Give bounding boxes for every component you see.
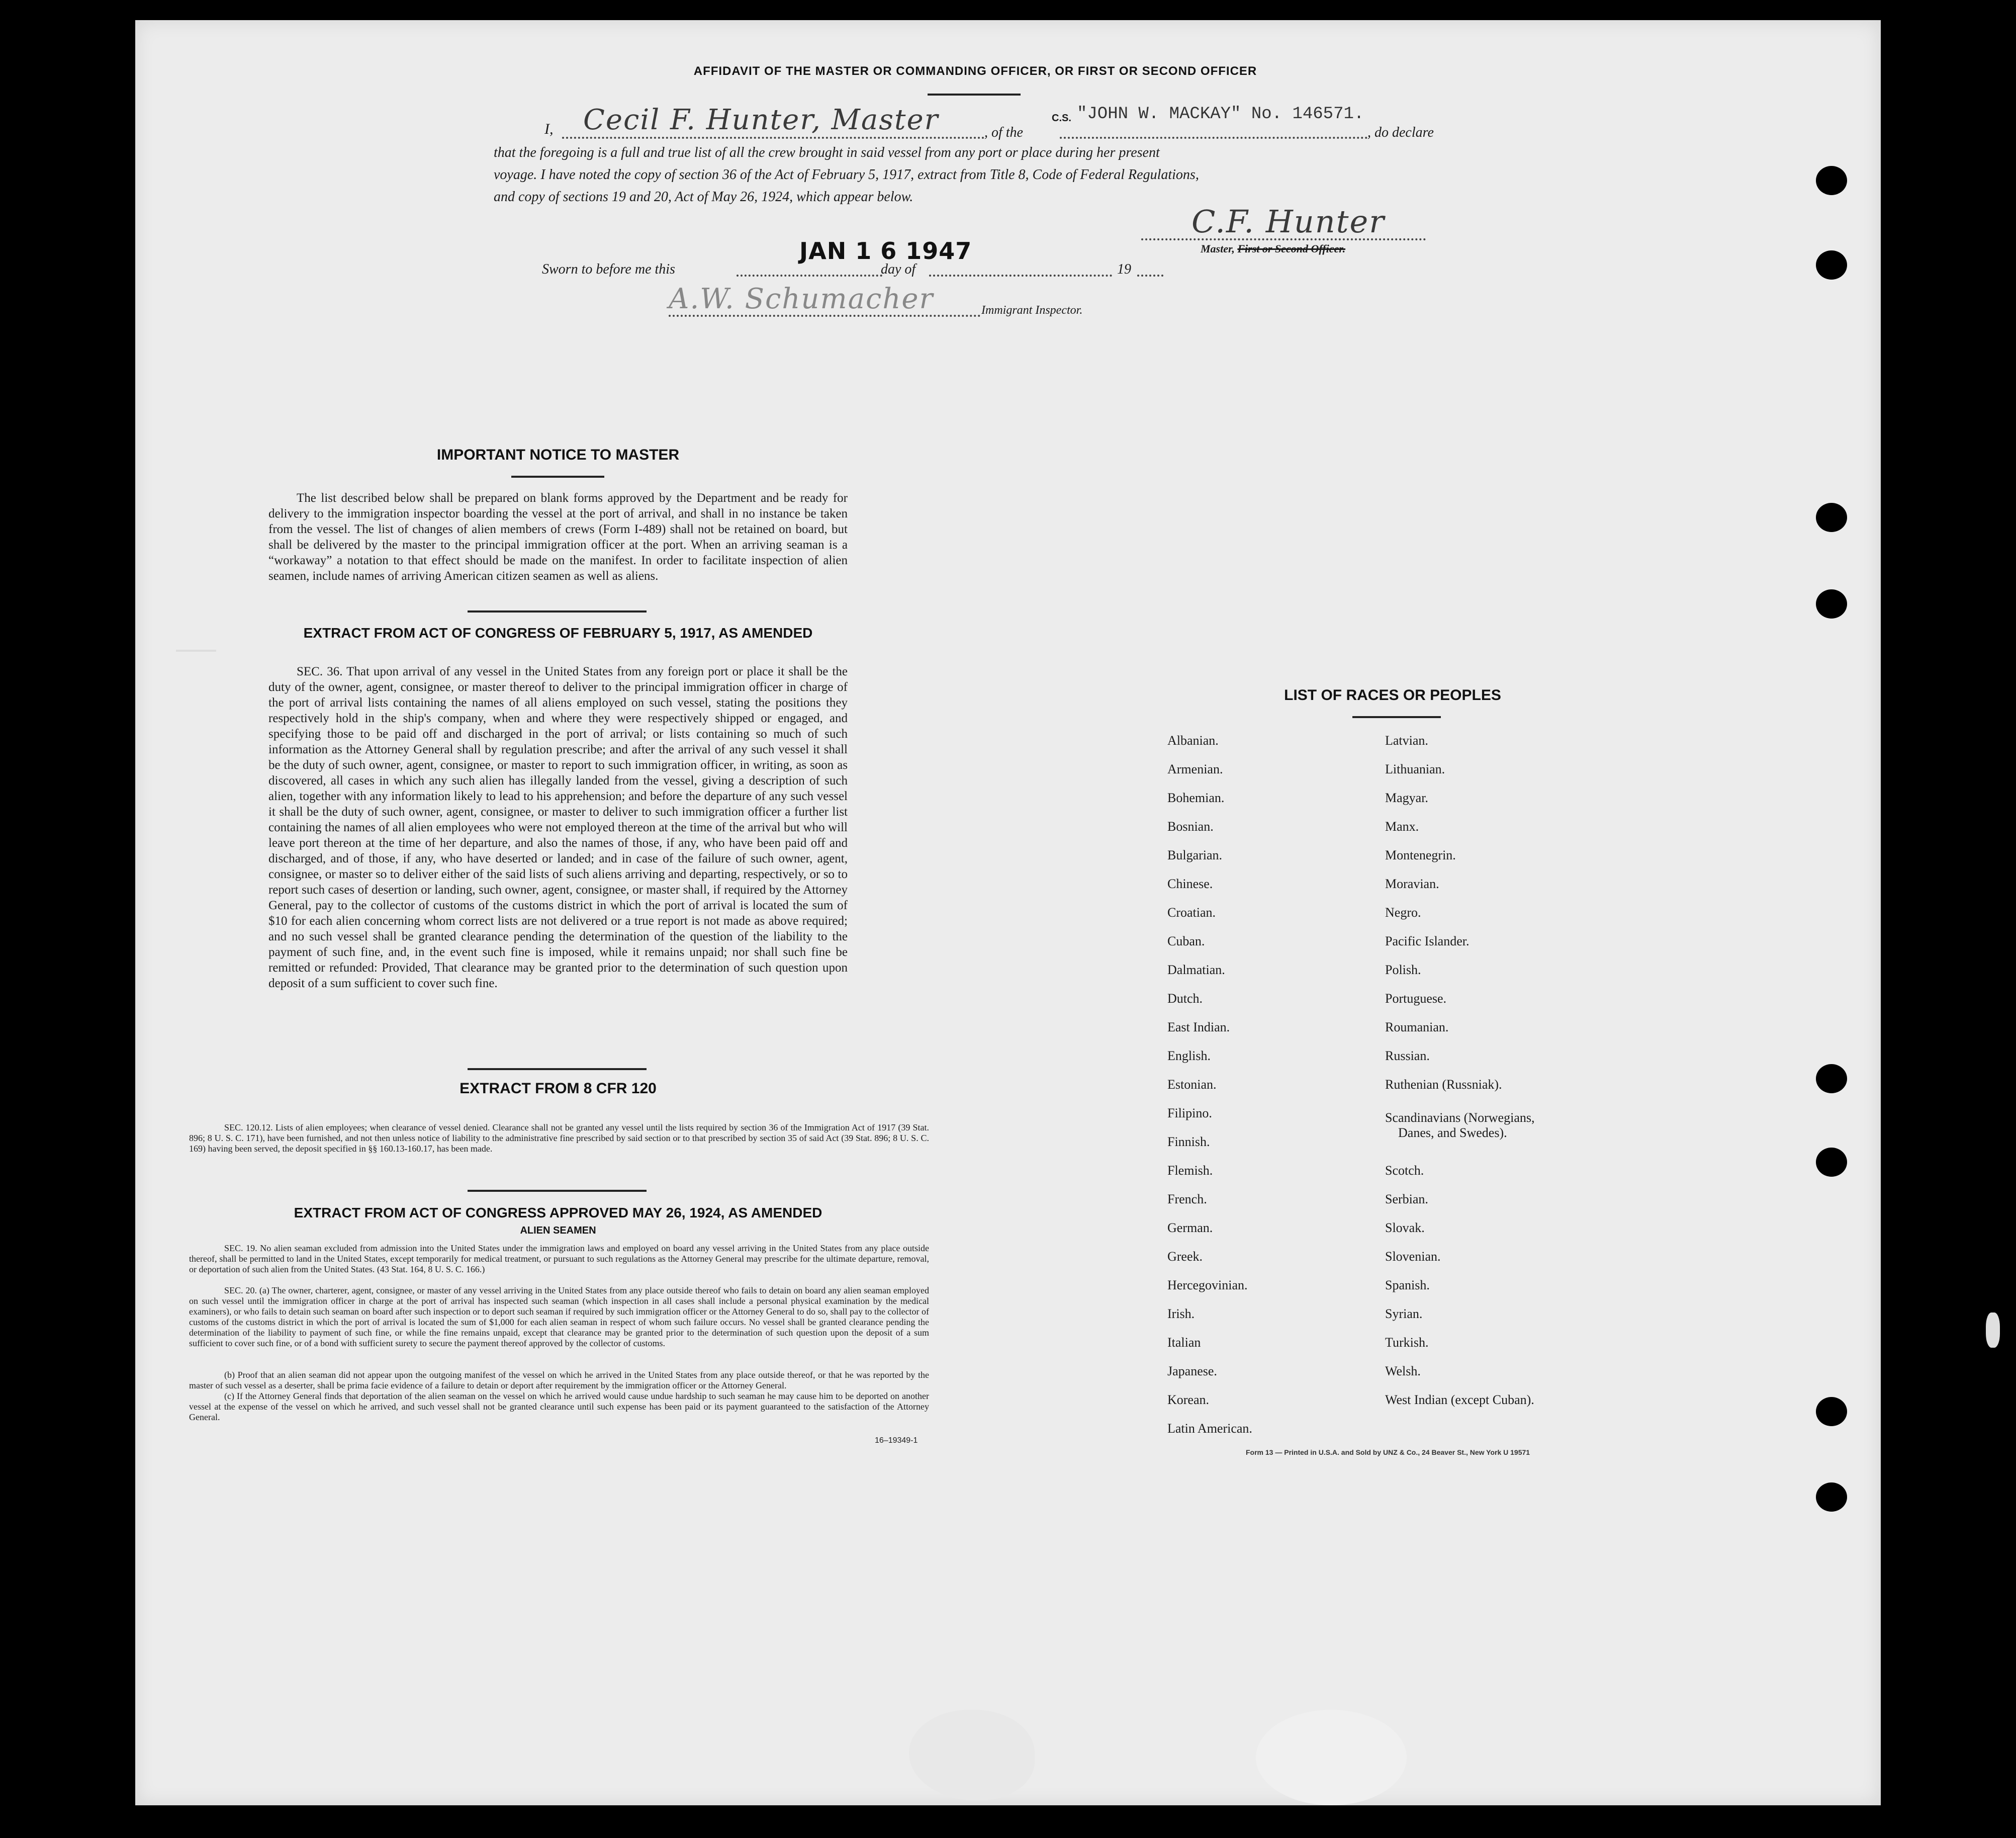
race-item: Finnish. bbox=[1167, 1134, 1210, 1149]
race-item: Dutch. bbox=[1167, 991, 1203, 1006]
race-item: French. bbox=[1167, 1192, 1207, 1206]
extract-1917-body: SEC. 36. That upon arrival of any vessel in the United States from any foreign port or place it shall be the duty of the owner, agent, consignee, or master thereof to deliver to the principal immigration officer in charge of the port of arrival lists containing the names of all aliens employed on such vessel, stating the positions they respectively hold in the ship's company, when and where they were respectively shipped or engaged, and specifying those to be paid off and discharged in the port of arrival; or lists containing so much of such information as the Attorney General shall by regulation prescribe; and after the arrival of any such vessel it shall be the duty of such owner, agent, consignee, or master to report to such immigration officer, in writing, as soon as discovered, all cases in which any such alien has illegally landed from the vessel, giving a description of such alien, together with any information likely to lead to his apprehension; and before the departure of any such vessel it shall be the duty of such owner, agent, consignee, or master to deliver to such immigration officer a further list containing the names of all alien employees who were not employed thereon at the time of the arrival but who will leave port thereon at the time of her departure, and also the names of those, if any, who have been paid off and discharged, and of those, if any, who have deserted or landed; and in case of the failure of such owner, agent, consignee, or master so to deliver either of the said lists of such aliens arriving and departing, respectively, or so to report such cases of desertion or landing, such owner, agent, consignee, or master shall, if required by the Attorney General, pay to the collector of customs of the customs district in which the port of arrival is located the sum of $10 for each alien concerning whom correct lists are not delivered or a true report is not made as above required; and no such vessel shall be granted clearance pending the determination of the question of the liability to the payment of such fine, and, in the event such fine is imposed, while it remains unpaid; nor shall such fine be remitted or refunded: Provided, That clearance may be granted prior to the determination of such question upon deposit of a sum sufficient to cover such fine. bbox=[268, 665, 848, 990]
race-item: Portuguese. bbox=[1385, 991, 1447, 1006]
race-item: West Indian (except Cuban). bbox=[1385, 1392, 1534, 1407]
race-item: Magyar. bbox=[1385, 791, 1428, 805]
race-item: Danes, and Swedes). bbox=[1398, 1125, 1507, 1140]
affidavit-line-4: and copy of sections 19 and 20, Act of May 26, 1924, which appear below. bbox=[494, 189, 913, 205]
inspector-signature: A.W. Schumacher bbox=[669, 283, 934, 315]
sworn-day-of: day of bbox=[881, 261, 916, 277]
race-item: East Indian. bbox=[1167, 1020, 1230, 1034]
affidavit-of-the: , of the bbox=[984, 125, 1023, 140]
race-item: Croatian. bbox=[1167, 905, 1216, 920]
extract-1924-subtitle: ALIEN SEAMEN bbox=[520, 1225, 596, 1236]
race-item: Latvian. bbox=[1385, 733, 1428, 748]
master-caption bbox=[1201, 242, 1345, 255]
notice-end-rule bbox=[468, 610, 647, 612]
affidavit-line-3: voyage. I have noted the copy of section 36 of the Act of February 5, 1917, extract from Title 8, Code of Federal Regulations, bbox=[494, 167, 1199, 183]
vessel-name-typed: "JOHN W. MACKAY" No. 146571. bbox=[1077, 105, 1364, 124]
race-item: English. bbox=[1167, 1048, 1211, 1063]
affidavit-title-rule bbox=[928, 94, 1021, 96]
race-item: Scotch. bbox=[1385, 1163, 1424, 1178]
race-item: Bohemian. bbox=[1167, 791, 1225, 805]
race-item: Spanish. bbox=[1385, 1278, 1430, 1292]
race-item: Manx. bbox=[1385, 819, 1419, 834]
race-item: German. bbox=[1167, 1220, 1213, 1235]
race-item: Bosnian. bbox=[1167, 819, 1214, 834]
race-item: Pacific Islander. bbox=[1385, 934, 1470, 948]
extract-1917-title: EXTRACT FROM ACT OF CONGRESS OF FEBRUARY 5, 1917, AS AMENDED bbox=[303, 625, 813, 641]
punch-hole bbox=[1816, 250, 1847, 280]
date-stamp: JAN 1 6 1947 bbox=[799, 237, 972, 265]
master-signature: C.F. Hunter bbox=[1192, 203, 1385, 240]
sworn-text: Sworn to before me this bbox=[542, 261, 675, 277]
master-caption-struck: First or Second Officer. bbox=[1237, 242, 1346, 255]
punch-hole bbox=[1816, 166, 1847, 195]
race-item: Lithuanian. bbox=[1385, 762, 1445, 776]
race-item: Serbian. bbox=[1385, 1192, 1428, 1206]
sworn-month-line bbox=[929, 275, 1112, 277]
vessel-prefix: C.S. bbox=[1052, 113, 1071, 124]
race-item: Negro. bbox=[1385, 905, 1421, 920]
race-item: Bulgarian. bbox=[1167, 848, 1223, 862]
race-item: Hercegovinian. bbox=[1167, 1278, 1248, 1292]
race-item: Japanese. bbox=[1167, 1364, 1217, 1378]
race-item: Chinese. bbox=[1167, 877, 1213, 891]
cfr-title: EXTRACT FROM 8 CFR 120 bbox=[460, 1080, 657, 1097]
affidavit-line-2: that the foregoing is a full and true list of all the crew brought in said vessel from any port or place during her present bbox=[494, 145, 1160, 160]
extract-1924-sec19: SEC. 19. No alien seaman excluded from admission into the United States under the immigration laws and employed on board any vessel arriving in the United States from any place outside thereof, shall be permitted to land in the United States, except temporarily for medical treatment, or pursuant to such regulations as the Attorney General may prescribe for the ultimate departure, removal, or deportation of such alien from the United States. (43 Stat. 164, 8 U. S. C. 166.) bbox=[189, 1243, 929, 1274]
form-footer: Form 13 — Printed in U.S.A. and Sold by UNZ & Co., 24 Beaver St., New York U 19571 bbox=[1246, 1448, 1530, 1456]
punch-hole bbox=[1816, 1482, 1847, 1512]
extract-1924-title: EXTRACT FROM ACT OF CONGRESS APPROVED MAY 26, 1924, AS AMENDED bbox=[294, 1205, 822, 1220]
notice-title: IMPORTANT NOTICE TO MASTER bbox=[436, 447, 680, 463]
race-item: Flemish. bbox=[1167, 1163, 1213, 1178]
race-item: Italian bbox=[1167, 1335, 1201, 1350]
race-item: Slovak. bbox=[1385, 1220, 1425, 1235]
notice-body: The list described below shall be prepared on blank forms approved by the Department and be ready for delivery to the immigration inspector boarding the vessel at the port of arrival, and shall in no instance be taken from the vessel. The list of changes of alien members of crews (Form I-489) shall not be retained on board, but shall be delivered by the master to the principal immigration officer at the port. When an arriving seaman is a “workaway” a notation to that effect should be made on the manifest. In order to facilitate inspection of alien seamen, include names of arriving American citizen seamen as well as aliens. bbox=[268, 491, 848, 583]
extract-1924-sec20b: (b) Proof that an alien seaman did not appear upon the outgoing manifest of the vessel on which he arrived in the United States from any place outside thereof, or that he was reported by the master of such vessel as a deserter, shall be prima facie evidence of a failure to detain or deport after requirement by the immigration officer or the Attorney General. bbox=[189, 1370, 929, 1390]
sworn-date-line bbox=[737, 275, 882, 277]
race-item: Russian. bbox=[1385, 1048, 1430, 1063]
extract-1917-end-rule bbox=[468, 1068, 647, 1070]
cfr-body: SEC. 120.12. Lists of alien employees; when clearance of vessel denied. Clearance shall not be granted any vessel until the lists required by section 36 of the Immigration Act of 1917 (39 Stat. 896; 8 U. S. C. 171), have been furnished, and not then unless notice of liability to the administrative fine prescribed by said section or to that prescribed by section 35 of said Act (39 Stat. 896; 8 U. S. C. 169) having been served, the deposit specified in §§ 160.13-160.17, has been made. bbox=[189, 1122, 929, 1154]
punch-hole bbox=[1816, 503, 1847, 532]
vessel-line bbox=[1060, 137, 1367, 139]
master-name-handwriting: Cecil F. Hunter, Master bbox=[583, 104, 939, 136]
race-item: Montenegrin. bbox=[1385, 848, 1456, 862]
race-item: Ruthenian (Russniak). bbox=[1385, 1077, 1502, 1092]
race-item: Turkish. bbox=[1385, 1335, 1429, 1350]
race-item: Syrian. bbox=[1385, 1306, 1423, 1321]
extract-1924-sec20a: SEC. 20. (a) The owner, charterer, agent, consignee, or master of any vessel arriving in the United States from any place outside thereof who fails to detain on board any alien seaman employed on such vessel until the immigration officer in charge at the port of arrival has inspected such seaman (which inspection in all cases shall include a personal physical examination by the medical examiners), or who fails to detain such seaman on board after such inspection or to deport such seaman if required by such immigration officer or the Attorney General to do so, shall pay to the collector of customs of the customs district in which the port of arrival is located the sum of $1,000 for each alien seaman in respect of whom such failure occurs. No vessel shall be granted clearance pending the determination of the liability to payment of such fine, or while the fine remains unpaid, except that clearance may be granted prior to the determination of such question upon the deposit of a sum sufficient to cover such fine, or of a bond with sufficient surety to secure the payment thereof approved by the collector of customs. bbox=[189, 1285, 929, 1348]
punch-hole bbox=[1816, 1397, 1847, 1426]
punch-hole bbox=[1816, 589, 1847, 619]
notice-title-rule bbox=[511, 476, 604, 478]
print-code: 16–19349-1 bbox=[875, 1436, 918, 1445]
sworn-year-prefix: 19 bbox=[1117, 261, 1131, 277]
race-item: Welsh. bbox=[1385, 1364, 1421, 1378]
race-item: Cuban. bbox=[1167, 934, 1205, 948]
race-item: Greek. bbox=[1167, 1249, 1203, 1264]
punch-hole bbox=[1816, 1064, 1847, 1093]
race-item: Estonian. bbox=[1167, 1077, 1217, 1092]
race-item: Slovenian. bbox=[1385, 1249, 1441, 1264]
inspector-caption: Immigrant Inspector. bbox=[981, 304, 1083, 317]
race-item: Armenian. bbox=[1167, 762, 1223, 776]
races-title-rule bbox=[1352, 716, 1441, 718]
scan-mark-left bbox=[176, 650, 216, 652]
race-item: Moravian. bbox=[1385, 877, 1439, 891]
affidavit-do-declare: , do declare bbox=[1367, 125, 1434, 140]
race-item: Albanian. bbox=[1167, 733, 1219, 748]
sworn-year-line bbox=[1137, 275, 1163, 277]
extract-1924-sec20c: (c) If the Attorney General finds that deportation of the alien seaman on the vessel on which he arrived would cause undue hardship to such seaman he may cause him to be deported on another vessel at the expense of the vessel on which he arrived, and such vessel shall not be granted clearance until such expense has been paid or its payment guaranteed to the satisfaction of the Attorney General. bbox=[189, 1391, 929, 1422]
race-item: Roumanian. bbox=[1385, 1020, 1449, 1034]
races-title: LIST OF RACES OR PEOPLES bbox=[1284, 687, 1501, 704]
scan-artifact-bottom-right bbox=[1256, 1710, 1407, 1805]
race-item: Filipino. bbox=[1167, 1106, 1212, 1120]
master-signature-line bbox=[1141, 238, 1426, 240]
cfr-end-rule bbox=[468, 1190, 647, 1192]
race-item: Korean. bbox=[1167, 1392, 1210, 1407]
race-item: Scandinavians (Norwegians, bbox=[1385, 1110, 1535, 1125]
master-name-line bbox=[562, 137, 984, 139]
race-item: Dalmatian. bbox=[1167, 962, 1225, 977]
race-item: Irish. bbox=[1167, 1306, 1195, 1321]
affidavit-title: AFFIDAVIT OF THE MASTER OR COMMANDING OFFICER, OR FIRST OR SECOND OFFICER bbox=[693, 64, 1257, 78]
affidavit-i-label: I, bbox=[544, 121, 554, 137]
inspector-signature-line bbox=[669, 315, 980, 317]
master-caption-master: Master, bbox=[1201, 242, 1235, 255]
punch-hole bbox=[1816, 1148, 1847, 1177]
scan-artifact-right bbox=[1986, 1312, 2000, 1348]
race-item: Latin American. bbox=[1167, 1421, 1252, 1436]
race-item: Polish. bbox=[1385, 962, 1421, 977]
